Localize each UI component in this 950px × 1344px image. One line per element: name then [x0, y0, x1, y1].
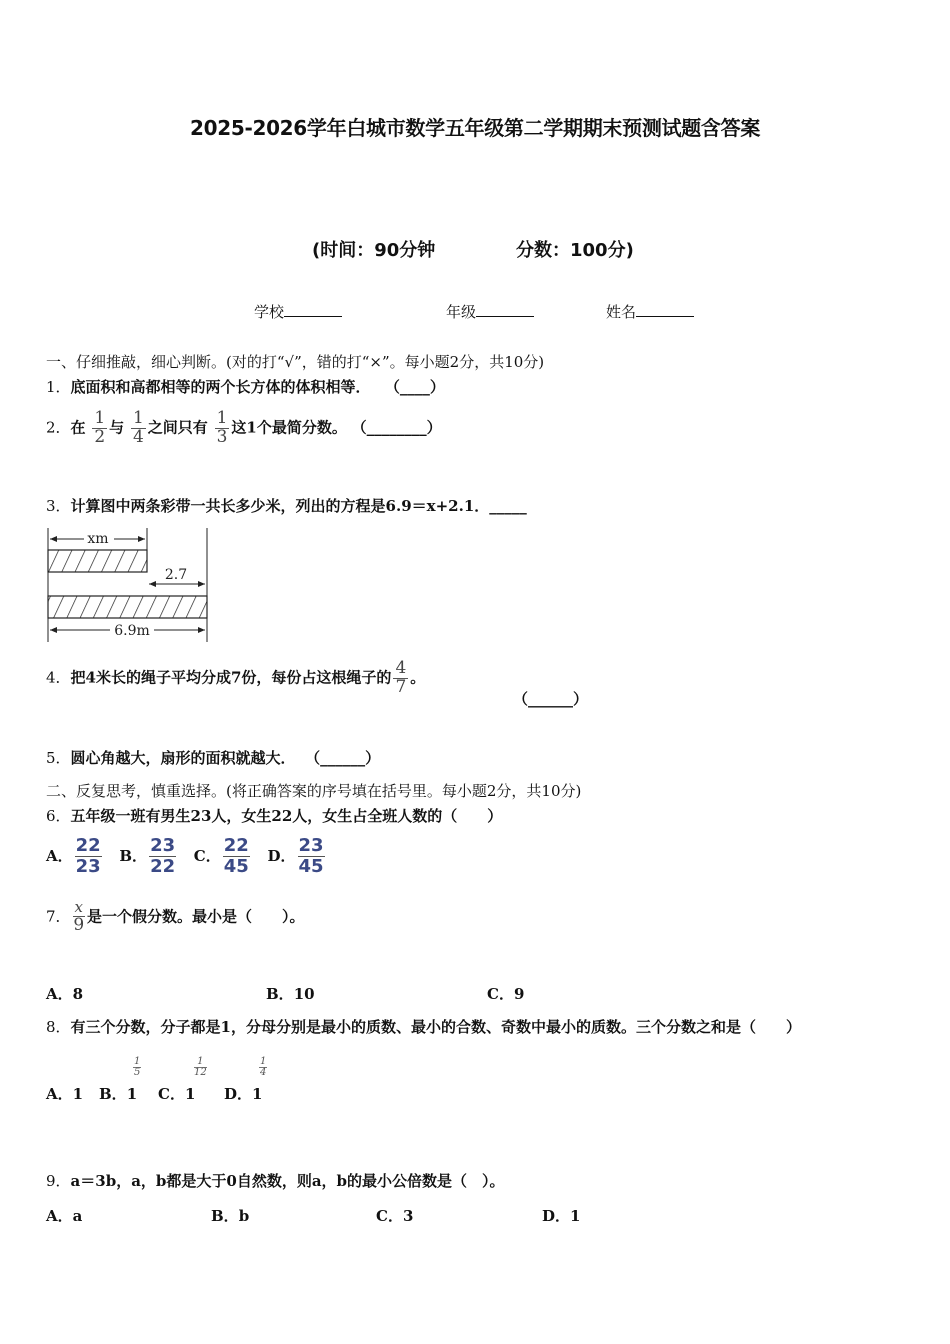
grade-field[interactable] — [446, 301, 534, 322]
q2-text-1: 在 — [70, 418, 86, 437]
q3-text: 计算图中两条彩带一共长多少米，列出的方程是6.9＝x+2.1． — [70, 497, 490, 515]
q2-text-3: 之间只有 — [147, 418, 208, 437]
q8-option-c[interactable] — [158, 1083, 195, 1104]
question-2 — [46, 410, 442, 447]
q7-number: 7． — [46, 907, 71, 926]
q6-option-d-label: D． — [267, 846, 296, 865]
q2-text-4: 这1个最简分数。 — [231, 418, 347, 437]
q9-option-a[interactable] — [46, 1205, 82, 1226]
q9-option-d-value: 1 — [570, 1207, 581, 1225]
q8-option-c-denominator: 12 — [194, 1067, 207, 1078]
q6-option-a-fraction — [75, 837, 102, 876]
q7-option-a-value: 8 — [72, 985, 84, 1003]
q7-text: 是一个假分数。最小是（ ）。 — [87, 907, 305, 926]
q3-number: 3． — [46, 497, 71, 515]
q7-option-a-label: A． — [46, 985, 73, 1003]
q6-option-c-label: C． — [193, 846, 221, 865]
q6-option-a-numerator: 22 — [75, 835, 101, 856]
q9-option-d-label: D． — [542, 1207, 571, 1225]
q9-option-c-value: 3 — [402, 1207, 414, 1225]
q2-fraction-2-numerator: 1 — [132, 408, 144, 428]
q6-option-c[interactable] — [193, 835, 252, 877]
exam-score: 分数：100分) — [516, 240, 634, 261]
q7-option-c-value: 9 — [513, 985, 525, 1003]
q7-option-b-value: 10 — [293, 985, 315, 1003]
q8-text: 有三个分数，分子都是1，分母分别是最小的质数、最小的合数、奇数中最小的质数。三个分数之和是（ ） — [70, 1018, 801, 1036]
question-4 — [46, 660, 425, 697]
q6-option-d[interactable] — [267, 835, 326, 877]
q8-option-a-label: A． — [46, 1085, 73, 1103]
q9-option-a-label: A． — [46, 1207, 73, 1225]
ribbon-top-label: xm — [87, 531, 109, 547]
q2-fraction-1 — [92, 410, 107, 447]
q6-option-b-fraction — [149, 837, 176, 876]
q7-option-b[interactable] — [266, 983, 315, 1004]
q6-text: 五年级一班有男生23人，女生22人，女生占全班人数的（ ） — [70, 807, 503, 825]
ribbon-mid-label: 2.7 — [164, 567, 188, 583]
q5-number: 5． — [46, 749, 71, 767]
question-6 — [46, 805, 502, 826]
q1-number: 1． — [46, 378, 71, 396]
q7-fraction-denominator: 9 — [73, 914, 85, 935]
question-8 — [46, 1016, 801, 1037]
q3-answer-blank[interactable]: _____ — [489, 497, 527, 515]
q2-fraction-3 — [215, 410, 230, 447]
q4-fraction-numerator: 4 — [395, 658, 407, 678]
question-3 — [46, 495, 527, 516]
q6-option-d-fraction — [298, 837, 325, 876]
q9-option-b-label: B． — [211, 1207, 239, 1225]
q8-option-b-label: B． — [99, 1085, 127, 1103]
question-9 — [46, 1170, 505, 1191]
name-label: 姓名 — [606, 303, 637, 321]
q2-answer-paren[interactable]: （________） — [351, 418, 442, 437]
q9-option-a-value: a — [72, 1207, 83, 1225]
q8-number: 8． — [46, 1018, 71, 1036]
q8-option-d[interactable] — [224, 1083, 262, 1104]
q4-number: 4． — [46, 668, 71, 687]
q5-answer-paren[interactable]: （______） — [305, 749, 381, 767]
q2-fraction-2 — [131, 410, 146, 447]
q7-fraction-numerator: x — [74, 898, 84, 916]
section2-heading: 二、反复思考，慎重选择。(将正确答案的序号填在括号里。每小题2分，共10分) — [46, 782, 582, 800]
q7-option-b-label: B． — [266, 985, 294, 1003]
q4-answer-paren[interactable] — [513, 688, 588, 709]
q6-option-a-denominator: 23 — [75, 856, 101, 877]
q8-option-d-whole: 1 — [252, 1085, 263, 1103]
q9-option-b[interactable] — [211, 1205, 249, 1226]
q9-option-c-label: C． — [376, 1207, 403, 1225]
q8-option-b[interactable] — [99, 1083, 137, 1104]
q6-option-b-numerator: 23 — [150, 835, 176, 856]
exam-time: (时间：90分钟 — [312, 240, 436, 261]
q9-text: a＝3b，a，b都是大于0自然数，则a，b的最小公倍数是（ ）。 — [70, 1172, 505, 1190]
q1-text: 底面积和高都相等的两个长方体的体积相等． — [70, 378, 371, 396]
q8-option-c-whole: 1 — [184, 1085, 196, 1103]
q2-fraction-1-denominator: 2 — [94, 426, 106, 447]
q2-text-2: 与 — [109, 418, 125, 437]
q5-text: 圆心角越大，扇形的面积就越大． — [70, 749, 296, 767]
q4-text: 把4米长的绳子平均分成7份，每份占这根绳子的 — [70, 668, 392, 687]
q6-number: 6． — [46, 807, 71, 825]
q8-option-b-whole: 1 — [126, 1085, 138, 1103]
section1-heading: 一、仔细推敲，细心判断。(对的打“√”，错的打“×”。每小题2分，共10分) — [46, 353, 545, 371]
q2-fraction-3-numerator: 1 — [216, 408, 228, 428]
q9-option-c[interactable] — [376, 1205, 413, 1226]
question-7 — [46, 900, 305, 935]
name-field[interactable] — [606, 301, 694, 322]
q4-fraction — [393, 660, 408, 697]
q7-option-a[interactable] — [46, 983, 83, 1004]
q8-option-b-numerator: 1 — [134, 1056, 141, 1067]
ribbon-bottom-label: 6.9m — [114, 623, 150, 639]
q9-option-b-value: b — [238, 1207, 250, 1225]
q8-option-b-denominator: 5 — [134, 1067, 141, 1078]
q8-option-d-numerator: 1 — [260, 1056, 267, 1067]
q8-option-c-numerator: 1 — [194, 1057, 207, 1068]
q6-option-c-fraction — [223, 837, 250, 876]
q6-options — [46, 837, 327, 876]
q8-option-d-label: D． — [224, 1085, 253, 1103]
q9-option-d[interactable] — [542, 1205, 580, 1226]
q2-number: 2． — [46, 418, 71, 437]
q8-option-d-denominator: 4 — [260, 1067, 267, 1078]
school-label: 学校 — [254, 303, 285, 321]
q4-fraction-denominator: 7 — [395, 676, 407, 697]
q6-option-d-numerator: 23 — [298, 835, 324, 856]
q2-fraction-3-denominator: 3 — [216, 426, 228, 447]
page-title: 2025-2026学年白城市数学五年级第二学期期末预测试题含答案 — [189, 116, 761, 140]
q2-fraction-1-numerator: 1 — [94, 408, 106, 428]
q8-option-d-fraction — [259, 1057, 267, 1078]
question-1 — [46, 376, 445, 397]
q2-fraction-2-denominator: 4 — [132, 426, 144, 447]
school-field[interactable] — [254, 301, 342, 322]
q6-option-a-label: A． — [46, 846, 73, 865]
q8-option-a[interactable] — [46, 1083, 83, 1104]
q9-number: 9． — [46, 1172, 71, 1190]
q6-option-c-denominator: 45 — [223, 856, 249, 877]
question-5 — [46, 747, 380, 768]
q8-option-c-fraction — [194, 1057, 207, 1078]
q7-option-c[interactable] — [487, 983, 524, 1004]
q6-option-a[interactable] — [46, 835, 104, 877]
q6-option-d-denominator: 45 — [298, 856, 324, 877]
q8-option-b-fraction — [133, 1057, 141, 1078]
ribbon-diagram — [44, 524, 214, 644]
q4-text-after: 。 — [410, 668, 426, 687]
q7-option-c-label: C． — [487, 985, 514, 1003]
q1-answer-paren[interactable]: （____） — [384, 378, 445, 396]
q6-option-b[interactable] — [119, 835, 178, 877]
grade-label: 年级 — [446, 303, 477, 321]
q7-fraction — [73, 900, 85, 935]
q4-answer-paren-text: （______） — [513, 690, 589, 708]
q6-option-b-denominator: 22 — [150, 856, 176, 877]
q6-option-c-numerator: 22 — [223, 835, 249, 856]
q6-option-b-label: B． — [119, 846, 148, 865]
q8-option-a-whole: 1 — [72, 1085, 84, 1103]
q8-option-c-label: C． — [158, 1085, 185, 1103]
